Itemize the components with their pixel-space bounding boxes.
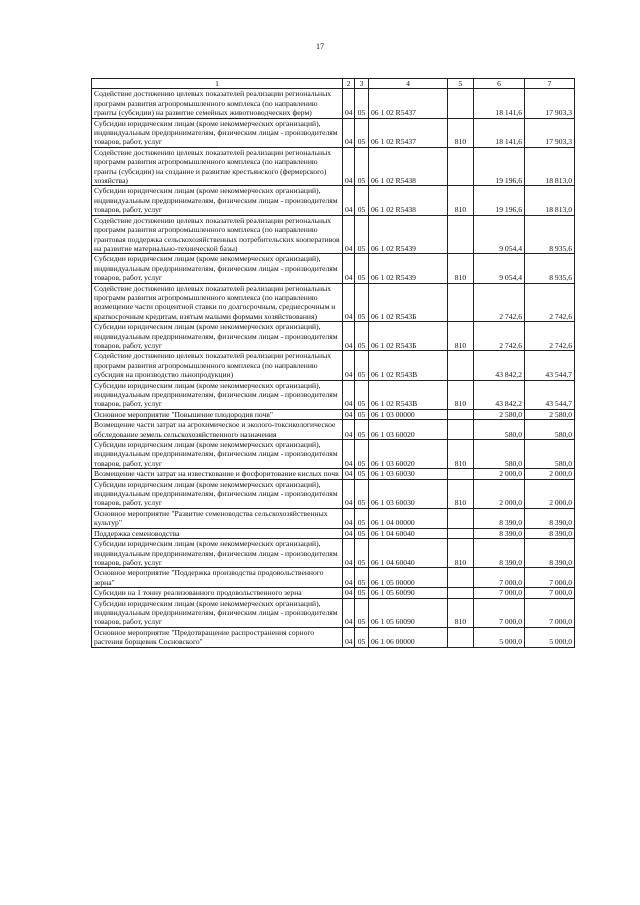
column-header: 1 xyxy=(92,79,343,89)
row-description: Субсидии юридическим лицам (кроме некоммерческих организаций), индивидуальным предпринимателям, физическим лицам - производителям товаров, работ, услуг xyxy=(92,322,343,351)
table-row xyxy=(92,118,575,147)
amount-year-2: 2 742,6 xyxy=(525,322,575,351)
row-description: Субсидии юридическим лицам (кроме некоммерческих организаций), индивидуальным предпринимателям, физическим лицам - производителям товаров, работ, услуг xyxy=(92,479,343,508)
row-description: Поддержка семеноводства xyxy=(92,528,343,538)
table-row xyxy=(92,380,575,409)
amount-year-2: 8 390,0 xyxy=(525,528,575,538)
amount-year-1: 18 141,6 xyxy=(474,89,525,118)
column-header: 4 xyxy=(369,79,448,89)
amount-year-1: 43 842,2 xyxy=(474,380,525,409)
amount-year-2: 17 903,3 xyxy=(525,89,575,118)
amount-year-1: 8 390,0 xyxy=(474,508,525,528)
amount-year-2: 7 000,0 xyxy=(525,598,575,627)
target-article-code: 06 1 02 R543В xyxy=(369,380,448,409)
target-article-code: 06 1 02 R5437 xyxy=(369,89,448,118)
column-header: 7 xyxy=(525,79,575,89)
row-description: Субсидии юридическим лицам (кроме некоммерческих организаций), индивидуальным предпринимателям, физическим лицам - производителям товаров, работ, услуг xyxy=(92,539,343,568)
table-row xyxy=(92,508,575,528)
table-row xyxy=(92,322,575,351)
target-article-code: 06 1 02 R5439 xyxy=(369,254,448,283)
table-row xyxy=(92,254,575,283)
row-description: Содействие достижению целевых показателей реализации региональных программ развития агропромышленного комплекса (по направлению субсидия на производство льнопродукции) xyxy=(92,351,343,380)
target-article-code: 06 1 06 00000 xyxy=(369,627,448,647)
row-description: Субсидии юридическим лицам (кроме некоммерческих организаций), индивидуальным предпринимателям, физическим лицам - производителям товаров, работ, услуг xyxy=(92,254,343,283)
expense-type-code xyxy=(448,568,474,588)
table-row xyxy=(92,351,575,380)
expense-type-code xyxy=(448,588,474,598)
section-code: 04 xyxy=(343,147,355,186)
section-code: 04 xyxy=(343,380,355,409)
table-row xyxy=(92,283,575,322)
row-description: Субсидии юридическим лицам (кроме некоммерческих организаций), индивидуальным предпринимателям, физическим лицам - производителям товаров, работ, услуг xyxy=(92,186,343,215)
table-row xyxy=(92,568,575,588)
subsection-code: 05 xyxy=(355,539,369,568)
amount-year-1: 43 842,2 xyxy=(474,351,525,380)
target-article-code: 06 1 03 60030 xyxy=(369,469,448,479)
section-code: 04 xyxy=(343,351,355,380)
subsection-code: 05 xyxy=(355,322,369,351)
section-code: 04 xyxy=(343,420,355,440)
subsection-code: 05 xyxy=(355,440,369,469)
table-row xyxy=(92,440,575,469)
table-row xyxy=(92,539,575,568)
subsection-code: 05 xyxy=(355,380,369,409)
amount-year-1: 8 390,0 xyxy=(474,528,525,538)
amount-year-1: 2 000,0 xyxy=(474,479,525,508)
amount-year-2: 7 000,0 xyxy=(525,568,575,588)
row-description: Основное мероприятие "Поддержка производства продовольственного зерна" xyxy=(92,568,343,588)
expense-type-code: 810 xyxy=(448,380,474,409)
amount-year-1: 7 000,0 xyxy=(474,568,525,588)
section-code: 04 xyxy=(343,469,355,479)
target-article-code: 06 1 04 60040 xyxy=(369,539,448,568)
expense-type-code xyxy=(448,147,474,186)
amount-year-2: 580,0 xyxy=(525,440,575,469)
row-description: Субсидии юридическим лицам (кроме некоммерческих организаций), индивидуальным предпринимателям, физическим лицам - производителям товаров, работ, услуг xyxy=(92,440,343,469)
expense-type-code: 810 xyxy=(448,322,474,351)
section-code: 04 xyxy=(343,528,355,538)
subsection-code: 05 xyxy=(355,89,369,118)
target-article-code: 06 1 03 00000 xyxy=(369,409,448,419)
column-header: 6 xyxy=(474,79,525,89)
row-description: Субсидии юридическим лицам (кроме некоммерческих организаций), индивидуальным предпринимателям, физическим лицам - производителям товаров, работ, услуг xyxy=(92,118,343,147)
table-row xyxy=(92,469,575,479)
amount-year-2: 2 000,0 xyxy=(525,479,575,508)
amount-year-1: 7 000,0 xyxy=(474,588,525,598)
row-description: Содействие достижению целевых показателей реализации региональных программ развития агропромышленного комплекса (по направлению грантовая поддержка сельскохозяйственных потребительских кооперативов на развитие материально-технической базы) xyxy=(92,215,343,254)
table-row xyxy=(92,409,575,419)
amount-year-1: 19 196,6 xyxy=(474,147,525,186)
expense-type-code xyxy=(448,89,474,118)
row-description: Возмещение части затрат на агрохимическое и эколого-токсикологическое обследование земель сельскохозяйственного назначения xyxy=(92,420,343,440)
section-code: 04 xyxy=(343,118,355,147)
section-code: 04 xyxy=(343,89,355,118)
amount-year-1: 19 196,6 xyxy=(474,186,525,215)
amount-year-1: 18 141,6 xyxy=(474,118,525,147)
table-row xyxy=(92,627,575,647)
expense-type-code: 810 xyxy=(448,254,474,283)
section-code: 04 xyxy=(343,568,355,588)
row-description: Субсидии на 1 тонну реализованного продовольственного зерна xyxy=(92,588,343,598)
table-header-row xyxy=(92,79,575,89)
expense-type-code xyxy=(448,351,474,380)
subsection-code: 05 xyxy=(355,588,369,598)
section-code: 04 xyxy=(343,588,355,598)
target-article-code: 06 1 05 60090 xyxy=(369,588,448,598)
row-description: Основное мероприятие "Предотвращение распространения сорного растения борщевик Сосновского" xyxy=(92,627,343,647)
subsection-code: 05 xyxy=(355,254,369,283)
subsection-code: 05 xyxy=(355,186,369,215)
target-article-code: 06 1 02 R543В xyxy=(369,351,448,380)
subsection-code: 05 xyxy=(355,351,369,380)
target-article-code: 06 1 05 60090 xyxy=(369,598,448,627)
amount-year-2: 8 390,0 xyxy=(525,508,575,528)
amount-year-2: 18 813,0 xyxy=(525,147,575,186)
subsection-code: 05 xyxy=(355,508,369,528)
amount-year-1: 9 054,4 xyxy=(474,215,525,254)
section-code: 04 xyxy=(343,254,355,283)
subsection-code: 05 xyxy=(355,409,369,419)
expense-type-code xyxy=(448,420,474,440)
section-code: 04 xyxy=(343,322,355,351)
target-article-code: 06 1 02 R5438 xyxy=(369,147,448,186)
table-row xyxy=(92,598,575,627)
target-article-code: 06 1 03 60030 xyxy=(369,479,448,508)
column-header: 5 xyxy=(448,79,474,89)
amount-year-2: 17 903,3 xyxy=(525,118,575,147)
table-row xyxy=(92,186,575,215)
amount-year-1: 2 580,0 xyxy=(474,409,525,419)
expense-type-code xyxy=(448,627,474,647)
row-description: Возмещение части затрат на известкование и фосфоритование кислых почв xyxy=(92,469,343,479)
target-article-code: 06 1 03 60020 xyxy=(369,420,448,440)
section-code: 04 xyxy=(343,627,355,647)
section-code: 04 xyxy=(343,508,355,528)
expense-type-code xyxy=(448,215,474,254)
subsection-code: 05 xyxy=(355,627,369,647)
expense-type-code: 810 xyxy=(448,479,474,508)
expense-type-code xyxy=(448,508,474,528)
subsection-code: 05 xyxy=(355,568,369,588)
amount-year-1: 2 742,6 xyxy=(474,283,525,322)
amount-year-2: 8 390,0 xyxy=(525,539,575,568)
amount-year-2: 2 580,0 xyxy=(525,409,575,419)
table-row xyxy=(92,588,575,598)
target-article-code: 06 1 03 60020 xyxy=(369,440,448,469)
section-code: 04 xyxy=(343,283,355,322)
subsection-code: 05 xyxy=(355,118,369,147)
row-description: Основное мероприятие "Развитие семеноводства сельскохозяйственных культур" xyxy=(92,508,343,528)
expense-type-code: 810 xyxy=(448,440,474,469)
amount-year-2: 18 813,0 xyxy=(525,186,575,215)
section-code: 04 xyxy=(343,479,355,508)
page-number: 17 xyxy=(316,42,324,51)
expense-type-code xyxy=(448,469,474,479)
expense-type-code: 810 xyxy=(448,539,474,568)
amount-year-1: 580,0 xyxy=(474,420,525,440)
section-code: 04 xyxy=(343,539,355,568)
amount-year-2: 2 000,0 xyxy=(525,469,575,479)
amount-year-1: 5 000,0 xyxy=(474,627,525,647)
amount-year-1: 7 000,0 xyxy=(474,598,525,627)
section-code: 04 xyxy=(343,186,355,215)
amount-year-2: 7 000,0 xyxy=(525,588,575,598)
row-description: Содействие достижению целевых показателей реализации региональных программ развития агропромышленного комплекса (по направлению гранты (субсидии) на создание и развитие крестьянского (фермерского) хозяйства) xyxy=(92,147,343,186)
table-row xyxy=(92,215,575,254)
subsection-code: 05 xyxy=(355,283,369,322)
row-description: Субсидии юридическим лицам (кроме некоммерческих организаций), индивидуальным предпринимателям, физическим лицам - производителям товаров, работ, услуг xyxy=(92,598,343,627)
subsection-code: 05 xyxy=(355,420,369,440)
budget-table xyxy=(91,78,575,648)
amount-year-2: 8 935,6 xyxy=(525,254,575,283)
expense-type-code: 810 xyxy=(448,118,474,147)
subsection-code: 05 xyxy=(355,598,369,627)
target-article-code: 06 1 02 R5437 xyxy=(369,118,448,147)
amount-year-2: 8 935,6 xyxy=(525,215,575,254)
subsection-code: 05 xyxy=(355,147,369,186)
column-header: 2 xyxy=(343,79,355,89)
target-article-code: 06 1 05 00000 xyxy=(369,568,448,588)
table-row xyxy=(92,420,575,440)
target-article-code: 06 1 04 00000 xyxy=(369,508,448,528)
amount-year-1: 580,0 xyxy=(474,440,525,469)
row-description: Основное мероприятие "Повышение плодородия почв" xyxy=(92,409,343,419)
column-header: 3 xyxy=(355,79,369,89)
amount-year-2: 5 000,0 xyxy=(525,627,575,647)
row-description: Субсидии юридическим лицам (кроме некоммерческих организаций), индивидуальным предпринимателям, физическим лицам - производителям товаров, работ, услуг xyxy=(92,380,343,409)
expense-type-code xyxy=(448,283,474,322)
amount-year-2: 43 544,7 xyxy=(525,380,575,409)
section-code: 04 xyxy=(343,215,355,254)
target-article-code: 06 1 02 R5439 xyxy=(369,215,448,254)
expense-type-code: 810 xyxy=(448,186,474,215)
subsection-code: 05 xyxy=(355,528,369,538)
subsection-code: 05 xyxy=(355,479,369,508)
table-row xyxy=(92,89,575,118)
expense-type-code: 810 xyxy=(448,598,474,627)
section-code: 04 xyxy=(343,409,355,419)
amount-year-1: 2 742,6 xyxy=(474,322,525,351)
expense-type-code xyxy=(448,528,474,538)
target-article-code: 06 1 02 R543Б xyxy=(369,283,448,322)
target-article-code: 06 1 04 60040 xyxy=(369,528,448,538)
target-article-code: 06 1 02 R543Б xyxy=(369,322,448,351)
amount-year-1: 8 390,0 xyxy=(474,539,525,568)
amount-year-2: 43 544,7 xyxy=(525,351,575,380)
section-code: 04 xyxy=(343,598,355,627)
row-description: Содействие достижению целевых показателей реализации региональных программ развития агропромышленного комплекса (по направлению гранты (субсидии) на развитие семейных животноводческих ферм) xyxy=(92,89,343,118)
amount-year-2: 580,0 xyxy=(525,420,575,440)
amount-year-1: 9 054,4 xyxy=(474,254,525,283)
table-row xyxy=(92,479,575,508)
amount-year-2: 2 742,6 xyxy=(525,283,575,322)
subsection-code: 05 xyxy=(355,469,369,479)
table-row xyxy=(92,147,575,186)
section-code: 04 xyxy=(343,440,355,469)
target-article-code: 06 1 02 R5438 xyxy=(369,186,448,215)
expense-type-code xyxy=(448,409,474,419)
subsection-code: 05 xyxy=(355,215,369,254)
row-description: Содействие достижению целевых показателей реализации региональных программ развития агропромышленного комплекса (по направлению возмещение части процентной ставки по долгосрочным, среднесрочным и краткосрочным кредитам, взятым малыми формами хозяйствования) xyxy=(92,283,343,322)
amount-year-1: 2 000,0 xyxy=(474,469,525,479)
table-row xyxy=(92,528,575,538)
